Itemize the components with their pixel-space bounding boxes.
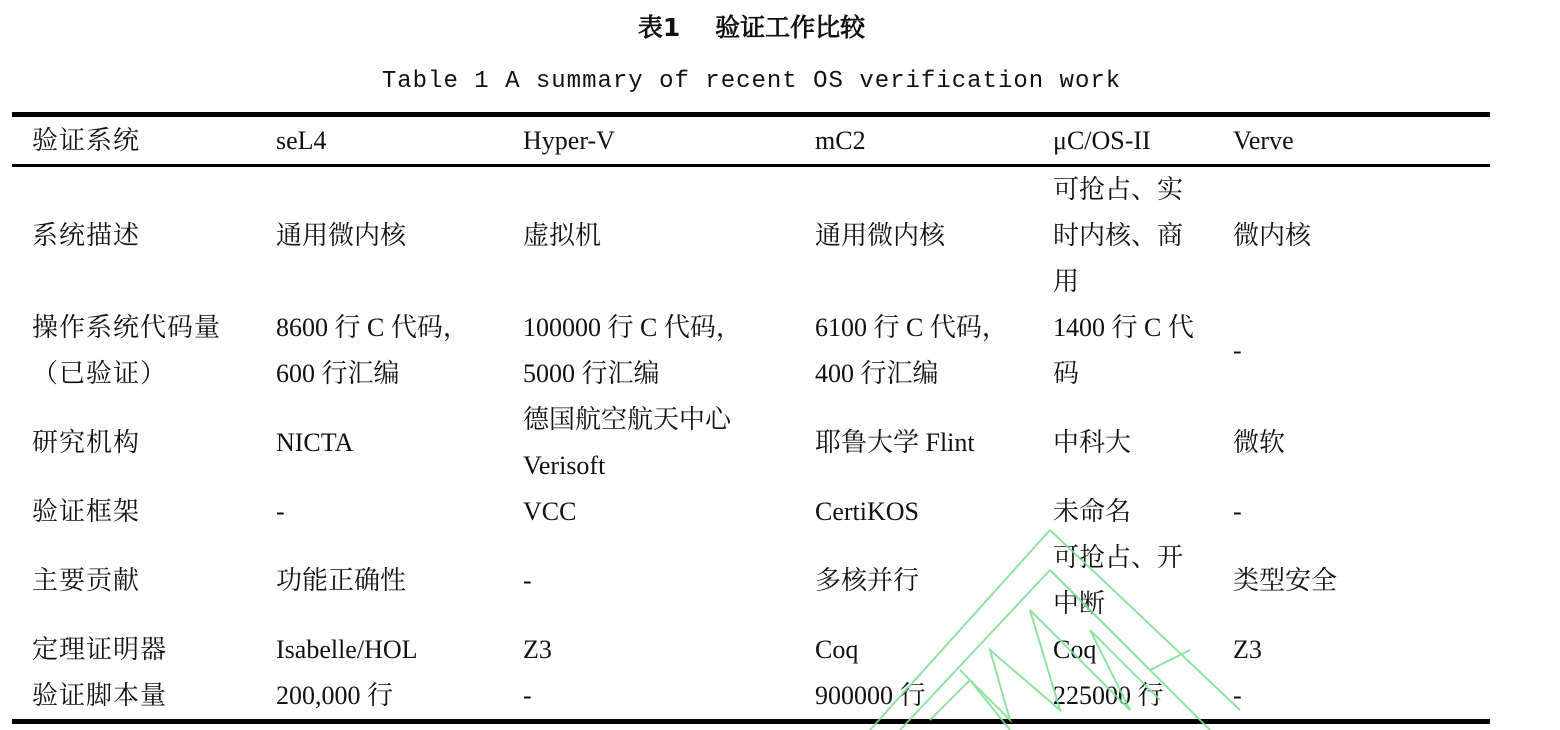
- table-row: [12, 489, 1490, 535]
- table-title: 表1 验证工作比较: [637, 13, 866, 42]
- row-label-cell: 研究机构: [32, 428, 141, 457]
- cell-hyper-v: 100000 行 C 代码， 5000 行汇编: [523, 313, 742, 388]
- cell-hyper-v: VCC: [523, 497, 577, 526]
- row-label-cell: 主要贡献: [32, 566, 141, 595]
- row-label-cell: 系统描述: [32, 221, 141, 250]
- cell-ucos-ii: 未命名: [1053, 497, 1132, 526]
- cell-hyper-v: Z3: [523, 635, 552, 664]
- row-label-cell: 定理证明器: [32, 635, 168, 664]
- cell-ucos-ii: 中科大: [1053, 428, 1132, 457]
- verification-comparison-table: [12, 112, 1490, 724]
- cell-ucos-ii: 225000 行: [1053, 673, 1233, 722]
- cell-sel4: 200,000 行: [276, 673, 523, 722]
- cell-ucos-ii: Coq: [1053, 635, 1097, 664]
- cell-hyper-v: -: [523, 673, 815, 722]
- cell-verve: 微内核: [1233, 221, 1312, 250]
- table-row: [12, 673, 1490, 722]
- cell-mc2: 900000 行: [815, 673, 1053, 722]
- cell-hyper-v: Hyper-V: [523, 115, 815, 166]
- cell-ucos-ii: 可抢占、实 时内核、商 用: [1053, 175, 1184, 296]
- cell-hyper-v: -: [523, 566, 532, 595]
- cell-verve: 类型安全: [1233, 566, 1338, 595]
- cell-verve: -: [1233, 673, 1490, 722]
- table-row: [12, 627, 1490, 673]
- row-label-cell: 验证框架: [32, 497, 141, 526]
- row-label-cell: 验证脚本量: [12, 673, 276, 722]
- table-row: [12, 166, 1490, 306]
- cell-hyper-v: 德国航空航天中心 Verisoft: [523, 405, 732, 480]
- cell-mc2: 耶鲁大学 Flint: [815, 428, 975, 457]
- table-row: [12, 535, 1490, 627]
- cell-mc2: Coq: [815, 635, 859, 664]
- cell-mc2: 6100 行 C 代码， 400 行汇编: [815, 313, 1008, 388]
- cell-mc2: mC2: [815, 115, 1053, 166]
- cell-sel4: 功能正确性: [276, 566, 407, 595]
- table-row: [12, 397, 1490, 489]
- cell-verve: Z3: [1233, 635, 1262, 664]
- cell-verve: -: [1233, 336, 1242, 365]
- table-row: [12, 305, 1490, 397]
- cell-sel4: -: [276, 497, 285, 526]
- cell-sel4: 通用微内核: [276, 221, 407, 250]
- cell-ucos-ii: 1400 行 C 代 码: [1053, 313, 1194, 388]
- row-label-cell: 操作系统代码量 （已验证）: [32, 313, 222, 388]
- cell-verve: 微软: [1233, 428, 1286, 457]
- cell-mc2: CertiKOS: [815, 497, 919, 526]
- cell-sel4: NICTA: [276, 428, 354, 457]
- table-caption: Table 1 A summary of recent OS verification work: [381, 68, 1122, 95]
- cell-hyper-v: 虚拟机: [523, 221, 602, 250]
- cell-sel4: 8600 行 C 代码， 600 行汇编: [276, 313, 469, 388]
- cell-sel4: seL4: [276, 115, 523, 166]
- cell-ucos-ii: 可抢占、开 中断: [1053, 543, 1184, 618]
- cell-ucos-ii: μC/OS-II: [1053, 115, 1233, 166]
- cell-mc2: 多核并行: [815, 566, 920, 595]
- cell-verve: -: [1233, 497, 1242, 526]
- table-header-row: [12, 115, 1490, 166]
- cell-verve: Verve: [1233, 115, 1490, 166]
- row-label-cell: 验证系统: [12, 115, 276, 166]
- cell-mc2: 通用微内核: [815, 221, 946, 250]
- cell-sel4: Isabelle/HOL: [276, 635, 418, 664]
